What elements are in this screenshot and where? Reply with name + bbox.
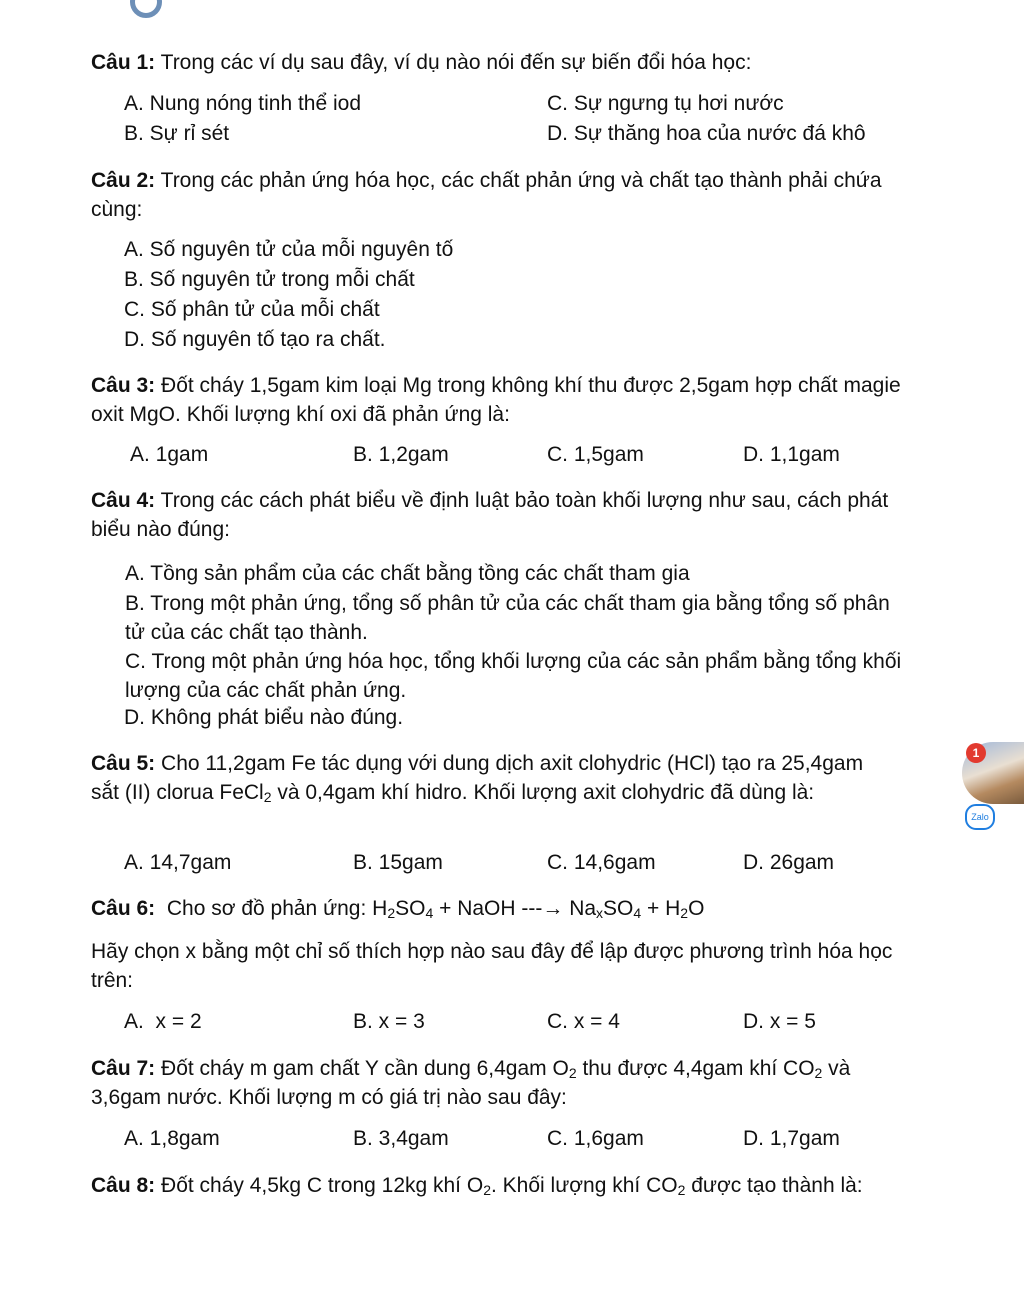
q1-option-d[interactable]: D. Sự thăng hoa của nước đá khô xyxy=(547,122,866,145)
q6-option-b[interactable]: B. x = 3 xyxy=(353,1010,425,1033)
eq-part: SO xyxy=(603,897,634,920)
q3-option-d[interactable]: D. 1,1gam xyxy=(743,443,840,466)
q4-option-b[interactable] xyxy=(91,589,906,647)
q6-option-c[interactable]: C. x = 4 xyxy=(547,1010,620,1033)
question-5-text-a: Cho 11,2gam Fe tác dụng với dung dịch axit clohydric (HCl) tạo ra 25,4gam sắt (II) clorua FeCl xyxy=(91,752,864,804)
q4-option-a[interactable] xyxy=(91,559,906,588)
eq-sub: 4 xyxy=(425,905,434,921)
q2-option-b[interactable]: B. Số nguyên tử trong mỗi chất xyxy=(124,268,415,291)
question-8-text: được tạo thành là: xyxy=(685,1174,863,1197)
eq-sub: x xyxy=(596,905,604,921)
q7-option-a[interactable]: A. 1,8gam xyxy=(124,1127,220,1150)
question-2-label: Câu 2: xyxy=(91,169,156,192)
q6-option-a[interactable]: A. x = 2 xyxy=(124,1010,202,1033)
q1-option-a[interactable]: A. Nung nóng tinh thể iod xyxy=(124,92,362,115)
question-3-label: Câu 3: xyxy=(91,374,156,397)
q7-option-b[interactable]: B. 3,4gam xyxy=(353,1127,449,1150)
q1-option-b[interactable]: B. Sự rỉ sét xyxy=(124,122,230,145)
q2-option-d[interactable]: D. Số nguyên tố tạo ra chất. xyxy=(124,328,386,351)
q4-option-c-text: C. Trong một phản ứng hóa học, tổng khối lượng của các sản phẩm bằng tổng khối lượng của các chất phản ứng. xyxy=(125,650,902,702)
zalo-logo-icon[interactable]: Zalo xyxy=(965,804,995,830)
q4-option-c[interactable] xyxy=(91,647,906,705)
question-5-sub: 2 xyxy=(263,789,272,805)
question-7 xyxy=(91,1054,906,1112)
question-7-text: Đốt cháy m gam chất Y cần dung 6,4gam O xyxy=(155,1057,569,1080)
question-5 xyxy=(91,749,881,807)
eq-sub: 2 xyxy=(680,905,689,921)
q6-option-d[interactable]: D. x = 5 xyxy=(743,1010,816,1033)
q4-option-a-text: A. Tồng sản phẩm của các chất bằng tồng các chất tham gia xyxy=(125,562,690,585)
question-2 xyxy=(91,166,906,224)
question-7-text: và 3,6gam nước. Khối lượng m có giá trị nào sau đây: xyxy=(91,1057,851,1109)
question-7-sub: 2 xyxy=(814,1065,823,1081)
question-3-text: Đốt cháy 1,5gam kim loại Mg trong không khí thu được 2,5gam hợp chất magie oxit MgO. Khối lượng khí oxi đã phản ứng là: xyxy=(91,374,901,426)
question-5-text-b: và 0,4gam khí hidro. Khối lượng axit clohydric đã dùng là: xyxy=(271,781,815,804)
q3-option-a[interactable]: A. 1gam xyxy=(130,443,209,466)
q5-option-b[interactable]: B. 15gam xyxy=(353,851,443,874)
q4-option-b-text: B. Trong một phản ứng, tổng số phân tử của các chất tham gia bằng tổng số phân tử của các chất tạo thành. xyxy=(125,592,890,644)
question-6 xyxy=(91,894,906,923)
eq-sub: 4 xyxy=(633,905,642,921)
eq-part: H xyxy=(372,897,388,920)
q2-option-a[interactable]: A. Số nguyên tử của mỗi nguyên tố xyxy=(124,238,454,261)
question-6-prefix: Cho sơ đồ phản ứng: xyxy=(155,897,373,920)
question-4-text: Trong các cách phát biểu về định luật bảo toàn khối lượng như sau, cách phát biểu nào đúng: xyxy=(91,489,889,541)
question-8 xyxy=(91,1171,881,1200)
q3-option-c[interactable]: C. 1,5gam xyxy=(547,443,644,466)
q4-option-d[interactable]: D. Không phát biểu nào đúng. xyxy=(124,706,404,729)
question-6-prompt: Hãy chọn x bằng một chỉ số thích hợp nào sau đây để lập được phương trình hóa học trên: xyxy=(91,940,893,992)
eq-part: O xyxy=(688,897,705,920)
q5-option-c[interactable]: C. 14,6gam xyxy=(547,851,656,874)
page-ring-decoration xyxy=(130,0,162,18)
question-6-label: Câu 6: xyxy=(91,897,156,920)
question-1-label: Câu 1: xyxy=(91,51,156,74)
question-8-sub: 2 xyxy=(677,1182,686,1198)
question-4-label: Câu 4: xyxy=(91,489,156,512)
q3-option-b[interactable]: B. 1,2gam xyxy=(353,443,449,466)
question-1-text: Trong các ví dụ sau đây, ví dụ nào nói đến sự biến đổi hóa học: xyxy=(155,51,752,74)
q7-option-d[interactable]: D. 1,7gam xyxy=(743,1127,840,1150)
question-7-sub: 2 xyxy=(568,1065,577,1081)
question-8-text: . Khối lượng khí CO xyxy=(491,1174,678,1197)
question-4 xyxy=(91,486,906,544)
question-2-text: Trong các phản ứng hóa học, các chất phản ứng và chất tạo thành phải chứa cùng: xyxy=(91,169,882,221)
q1-option-c[interactable]: C. Sự ngưng tụ hơi nước xyxy=(547,92,784,115)
question-8-label: Câu 8: xyxy=(91,1174,156,1197)
question-7-label: Câu 7: xyxy=(91,1057,156,1080)
notification-badge: 1 xyxy=(966,743,986,763)
eq-sub: 2 xyxy=(387,905,396,921)
eq-part: + NaOH ---→ Na xyxy=(433,897,597,920)
question-1 xyxy=(91,48,906,77)
question-5-label: Câu 5: xyxy=(91,752,156,775)
q5-option-a[interactable]: A. 14,7gam xyxy=(124,851,232,874)
question-8-sub: 2 xyxy=(483,1182,491,1198)
q5-option-d[interactable]: D. 26gam xyxy=(743,851,835,874)
q2-option-c[interactable]: C. Số phân tử của mỗi chất xyxy=(124,298,380,321)
question-3 xyxy=(91,371,906,429)
eq-part: + H xyxy=(641,897,681,920)
question-8-text: Đốt cháy 4,5kg C trong 12kg khí O xyxy=(155,1174,484,1197)
question-7-text: thu được 4,4gam khí CO xyxy=(576,1057,815,1080)
eq-part: SO xyxy=(395,897,426,920)
reaction-equation xyxy=(372,897,704,920)
q7-option-c[interactable]: C. 1,6gam xyxy=(547,1127,644,1150)
